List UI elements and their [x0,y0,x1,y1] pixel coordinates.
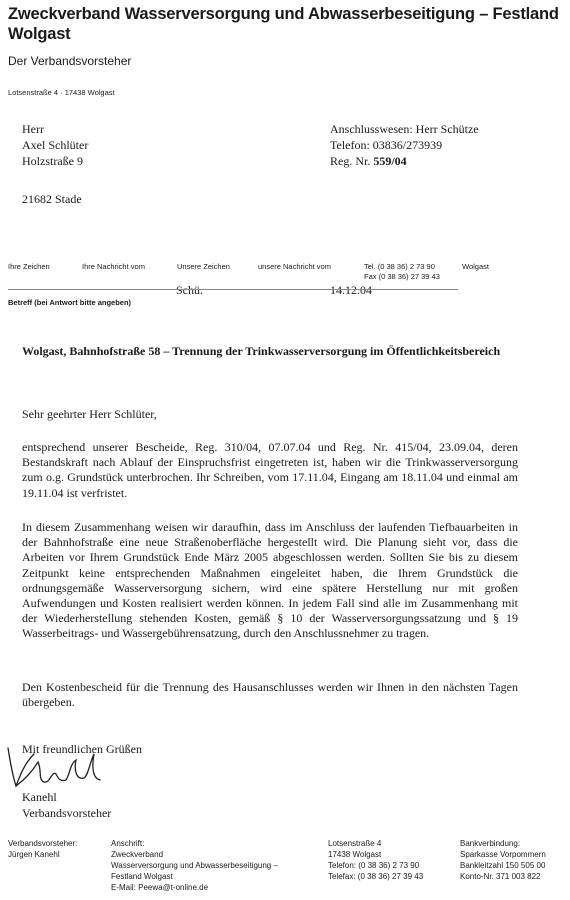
office-city: Wolgast [462,262,489,271]
footer-line: Jürgen Kanehl [8,850,60,859]
our-reference: Schü. [176,283,203,297]
label-ihre-zeichen: Ihre Zeichen [8,262,50,271]
footer-line: Sparkasse Vorpommern [460,850,546,859]
footer-line: Festland Wolgast [111,872,173,881]
recipient-street: Holzstraße 9 [22,154,83,168]
greeting: Sehr geehrter Herr Schlüter, [22,407,157,421]
footer-line: Lotsenstraße 4 [328,839,382,848]
letter-subject: Wolgast, Bahnhofstraße 58 – Trennung der Trinkwasserversorgung im Öffentlichkeitsbereich [22,344,501,358]
footer-line: Verbandsvorsteher: [8,839,78,848]
body-paragraph: entsprechend unserer Bescheide, Reg. 310/04, 07.07.04 und Reg. Nr. 415/04, 23.09.04, deren Bestandskraft nach Ablauf der Einspruchsfrist eingetreten ist, haben wir die Trinkwasserversorgung zum o.g. Grundstück unterbrochen. Ihr Schreiben, vom 17.11.04, Eingang am 18.11.04 und einmal am 19.11.04 ist verfristet. [22,440,518,500]
footer-address [111,838,278,893]
registration-prefix: Reg. Nr. [330,154,374,168]
organization-title: Zweckverband Wasserversorgung und Abwasserbeseitigung – Festland Wolgast [8,5,559,43]
footer-line: Telefax: (0 38 36) 27 39 43 [328,872,424,881]
contact-department: Anschlusswesen: Herr Schütze [330,122,479,136]
betreff-label: Betreff (bei Antwort bitte angeben) [8,298,132,307]
signatory-name: Kanehl [22,790,57,804]
footer-line: Wasserversorgung und Abwasserbeseitigung – [111,861,278,870]
reference-underline [8,289,458,290]
sender-return-line: Lotsenstraße 4 · 17438 Wolgast [8,88,115,97]
contact-block [330,121,479,169]
label-unsere-zeichen: Unsere Zeichen [177,262,230,271]
footer-chairman [8,838,77,860]
footer-line: Zweckverband [111,850,164,859]
contact-phone: Telefon: 03836/273939 [330,138,443,152]
letter-date: 14.12.04 [330,283,372,297]
label-ihre-nachricht: Ihre Nachricht vom [82,262,145,271]
handwritten-signature [4,740,114,792]
recipient-address [22,121,88,207]
closing-phrase: Mit freundlichen Grüßen [22,742,142,756]
footer-bank [460,838,546,882]
organization-subtitle: Der Verbandsvorsteher [8,54,132,68]
body-paragraph: In diesem Zusammenhang weisen wir daraufhin, dass im Anschluss der laufenden Tiefbauarbeiten in der Bahnhofstraße eine neue Straßenoberfläche hergestellt wird. Die Planung sieht vor, dass die Arbeiten vor Ihrem Grundstück Ende März 2005 abgeschlossen werden. Sollten Sie bis zu diesem Zeitpunkt keine entsprechenden Maßnahmen eingeleitet haben, die Ihrem Grundstück die ordnungsgemäße Wasserversorgung sichern, wird eine spätere Herstellung nur mit großen Aufwendungen und Kosten realisiert werden können. In jedem Fall sind alle im Zusammenhang mit der Wiederherstellung stehenden Kosten, gemäß § 10 der Wasserversorgungssatzung und § 19 Wasserbeitrags- und Wassergebührensatzung, durch den Anschlussnehmer zu tragen. [22,520,518,641]
footer-contact [328,838,423,882]
footer-email: E-Mail: Peewa@t-online.de [111,883,209,892]
registration-number [330,153,479,169]
recipient-name: Axel Schlüter [22,138,89,152]
body-paragraph: Den Kostenbescheid für die Trennung des Hausanschlusses werden wir Ihnen in den nächsten Tagen übergeben. [22,680,518,710]
footer-line: Telefon: (0 38 36) 2 73 90 [328,861,420,870]
recipient-salutation: Herr [22,122,44,136]
footer-line: 17438 Wolgast [328,850,382,859]
footer-line: Konto-Nr. 371 003 822 [460,872,541,881]
office-fax: Fax (0 38 36) 27 39 43 [364,272,440,281]
label-unsere-nachricht: unsere Nachricht vom [258,262,331,271]
registration-value: 559/04 [373,154,407,168]
office-telephone: Tel. (0 38 36) 2 73 90 [364,262,435,271]
recipient-city: 21682 Stade [22,192,82,206]
footer-line: Bankverbindung: [460,839,521,848]
signatory-title: Verbandsvorsteher [22,806,112,820]
footer-line: Bankleitzahl 150 505 00 [460,861,546,870]
footer-line: Anschrift: [111,839,145,848]
